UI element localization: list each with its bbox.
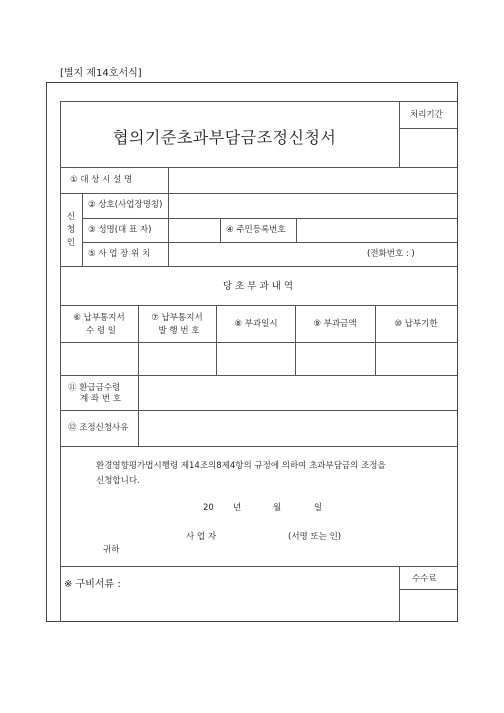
statement-line1: 환경영향평가법시행령 제14조의8제4항의 규정에 의하여 초과부담금의 조정을 xyxy=(96,461,386,471)
applicant-label xyxy=(65,211,77,250)
target-facility-label: ① 대 상 시 설 명 xyxy=(70,175,133,185)
line-h-colvals xyxy=(60,375,458,376)
refund-account-label-line2: 계 좌 번 호 xyxy=(80,394,121,404)
phone-label: (전화번호 : ) xyxy=(367,249,415,259)
line-v-refund xyxy=(138,375,139,446)
reason-label: ⑫ 조정신청사유 xyxy=(68,423,129,433)
line-h-section xyxy=(60,305,458,306)
col7-header-line1: ⑦ 납부통지서 xyxy=(151,313,203,323)
col6-header-line2: 수 령 일 xyxy=(85,326,117,336)
operator-label: 사 업 자 xyxy=(186,532,217,542)
date-month-unit: 월 xyxy=(273,503,282,513)
col9-header: ⑨ 부과금액 xyxy=(313,319,357,329)
line-v-col3 xyxy=(295,305,296,375)
addressee: 귀하 xyxy=(103,545,120,555)
line-v-mid xyxy=(220,218,221,242)
signature-label: (서명 또는 인) xyxy=(288,532,342,542)
processing-period-label: 처리기간 xyxy=(410,110,443,120)
application-form xyxy=(46,82,458,622)
required-documents-label: ※ 구비서류 : xyxy=(64,579,121,590)
statement-line2: 신청합니다. xyxy=(96,476,140,486)
date-year-unit: 년 xyxy=(233,503,242,513)
resident-no-label: ④ 주민등록번호 xyxy=(226,225,286,235)
line-h-fee-head xyxy=(399,589,458,590)
line-h-refund xyxy=(60,410,458,411)
line-h-reason xyxy=(60,446,458,447)
line-h-row3 xyxy=(82,242,458,243)
line-v-col1 xyxy=(138,305,139,375)
form-title: 협의기준초과부담금조정신청서 xyxy=(113,128,337,147)
name-rep-label: ③ 성명(대 표 자) xyxy=(88,225,152,235)
col8-header: ⑧ 부과일시 xyxy=(234,319,278,329)
line-h-title-end xyxy=(60,167,458,168)
line-v-left xyxy=(60,101,61,622)
line-v-fee xyxy=(399,566,400,622)
refund-account-label-line1: ⑪ 환급금수령 xyxy=(68,383,121,393)
trade-name-label: ② 상호(사업장명칭) xyxy=(88,200,163,210)
line-h-row1 xyxy=(60,193,458,194)
fee-label: 수수료 xyxy=(412,574,437,584)
date-day-unit: 일 xyxy=(314,503,323,513)
line-v-col4 xyxy=(375,305,376,375)
form-number-tag: [별지 제14호서식] xyxy=(60,68,142,79)
date-year: 20 xyxy=(203,503,214,513)
line-v-proc xyxy=(399,101,400,167)
line-h-row4 xyxy=(60,266,458,267)
col7-header-line2: 발 행 번 호 xyxy=(158,326,200,336)
col6-header-line1: ⑥ 납부통지서 xyxy=(73,313,125,323)
line-h-colhead xyxy=(60,342,458,343)
col10-header: ⑩ 납부기한 xyxy=(394,319,438,329)
line-v-mid2 xyxy=(296,218,297,242)
applicant-label-text: 신 청 인 xyxy=(66,212,76,248)
line-v-label xyxy=(168,167,169,266)
original-levy-section-title: 당 초 부 과 내 역 xyxy=(222,281,294,292)
line-h-row2 xyxy=(82,218,458,219)
line-v-col2 xyxy=(216,305,217,375)
line-v-applicant xyxy=(82,193,83,266)
business-location-label: ⑤ 사 업 장 위 치 xyxy=(88,249,151,259)
line-h-proc-head xyxy=(399,128,458,129)
